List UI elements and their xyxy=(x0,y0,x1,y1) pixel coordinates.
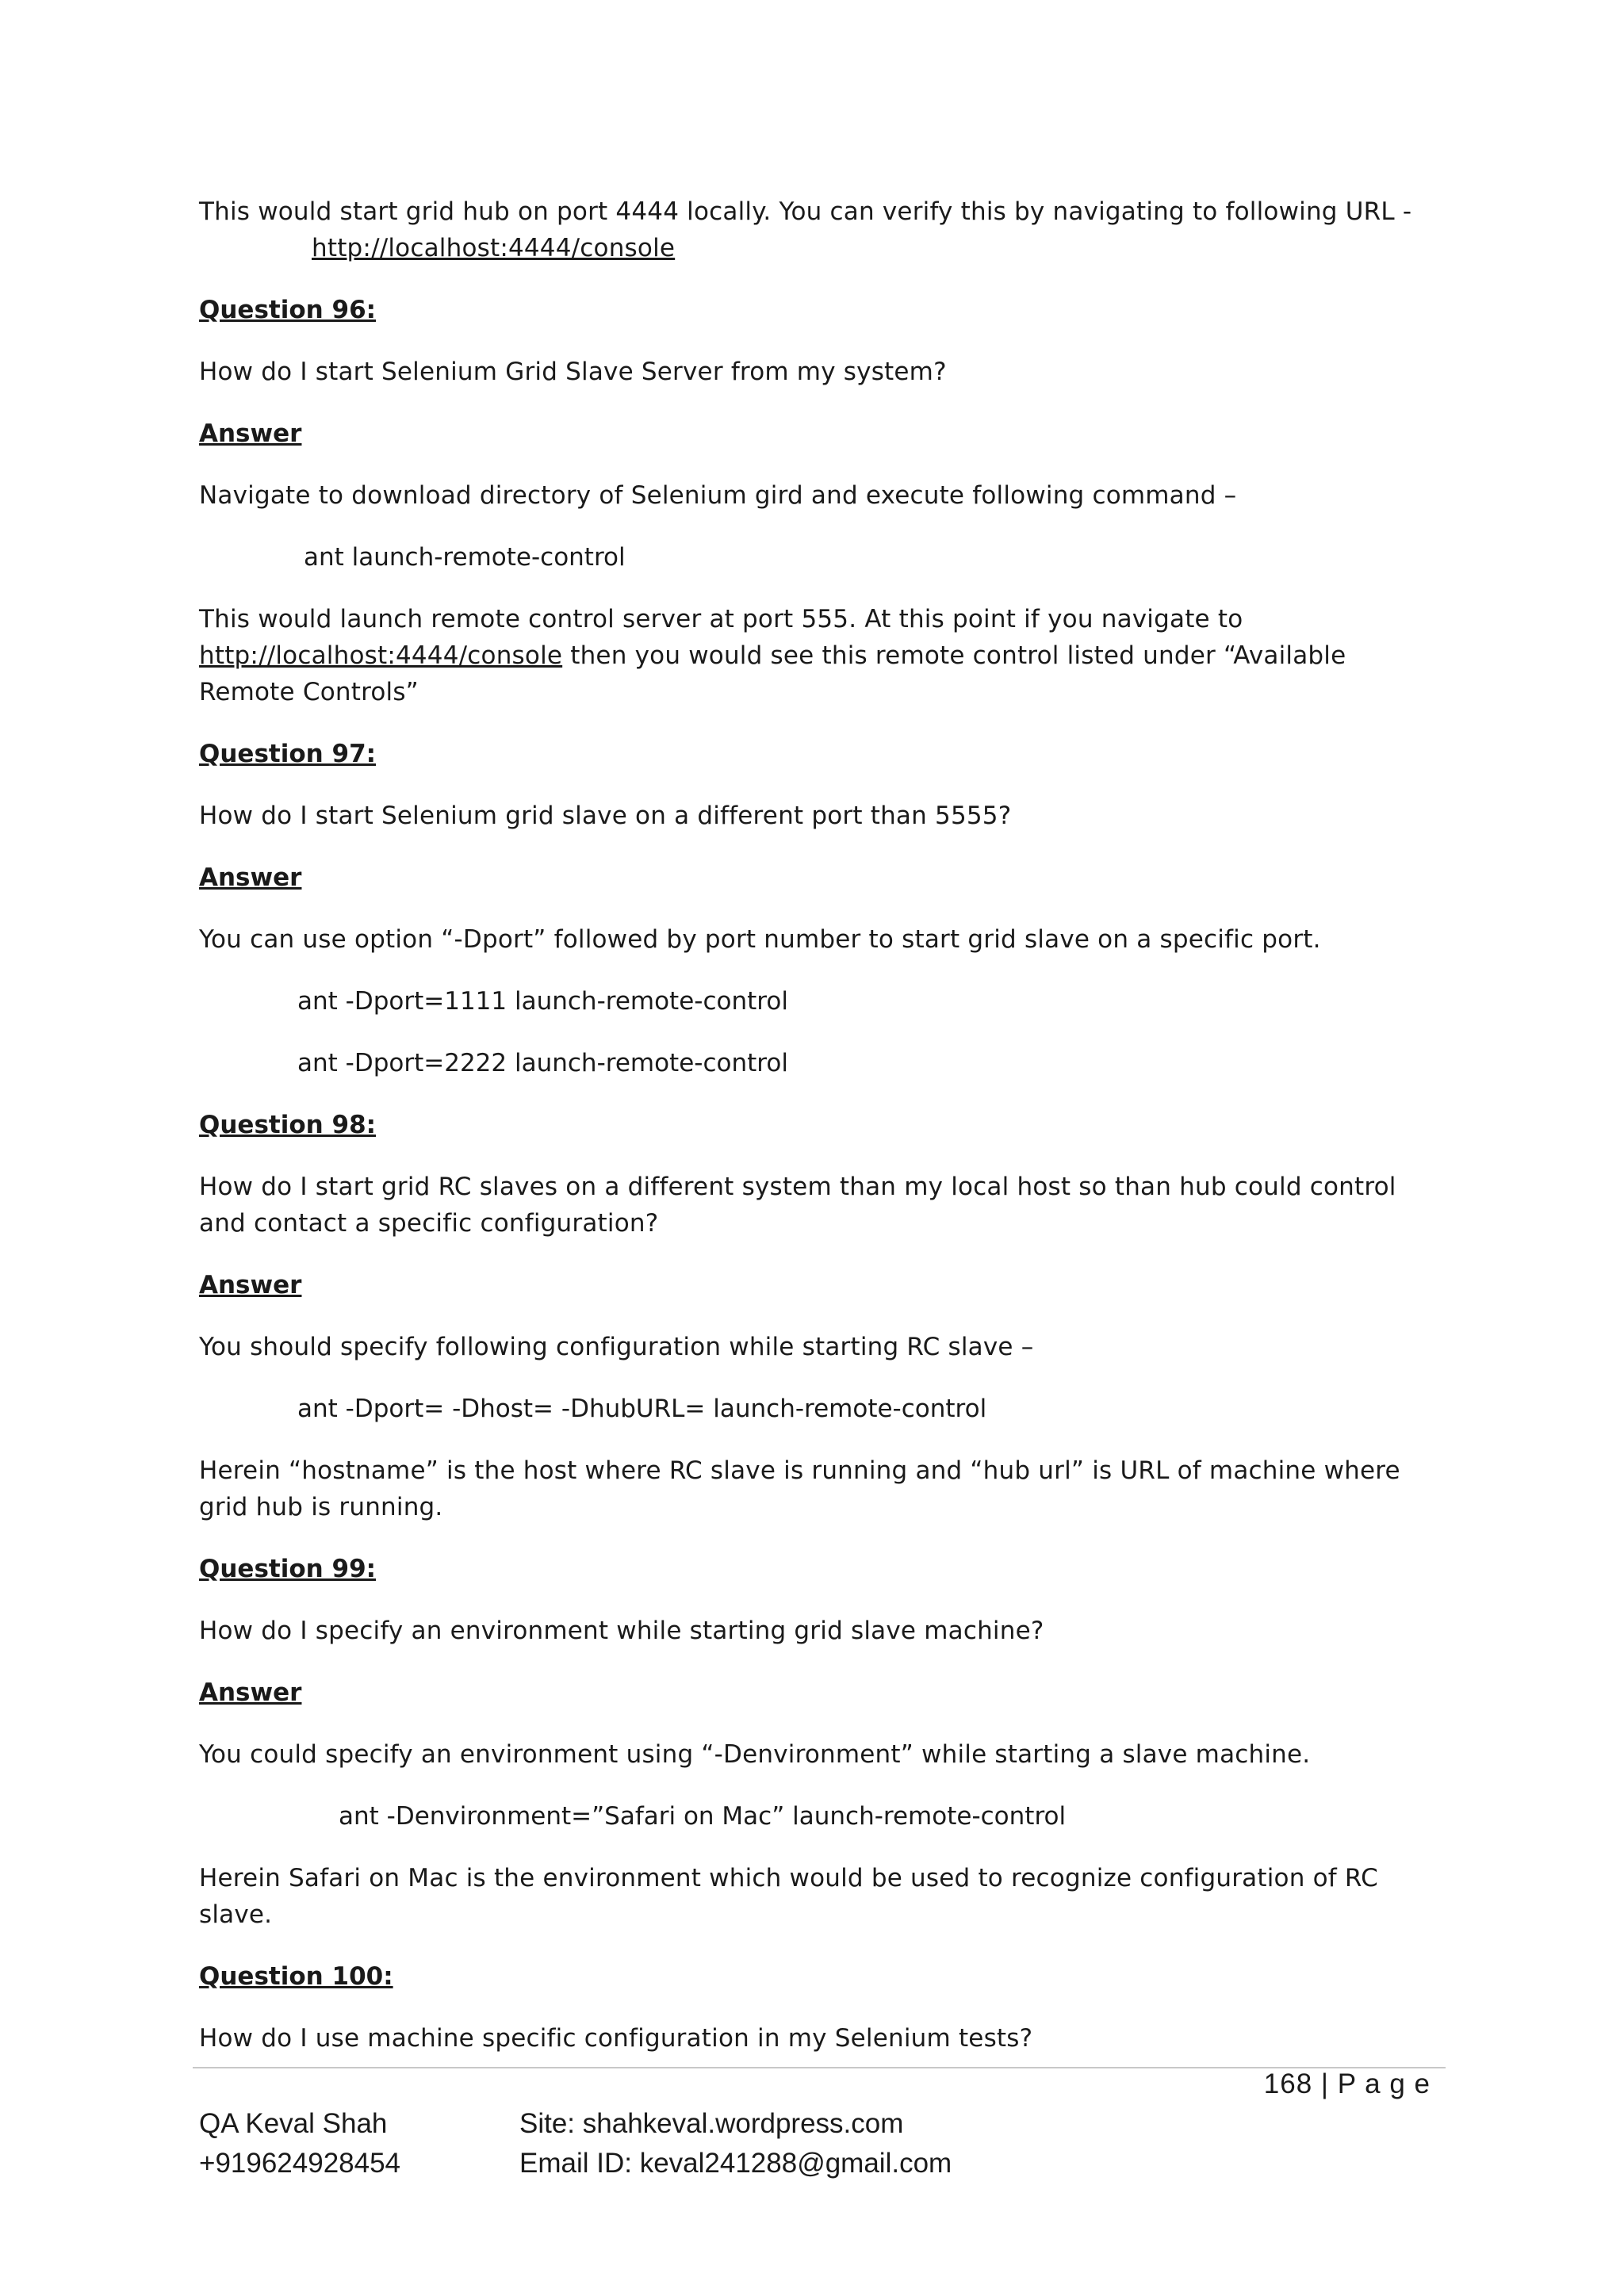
question-97-answer-label: Answer xyxy=(199,863,302,892)
question-97-command-2: ant -Dport=2222 launch-remote-control xyxy=(297,1049,788,1077)
question-96-console-link[interactable]: http://localhost:4444/console xyxy=(199,641,563,670)
question-99-text: How do I specify an environment while starting grid slave machine? xyxy=(199,1617,1044,1645)
question-98-answer-label: Answer xyxy=(199,1271,302,1299)
question-96-explain-part1: This would launch remote control server at port 555. At this point if you navigate to xyxy=(199,605,1243,633)
question-96-answer-label: Answer xyxy=(199,419,302,448)
footer-email: Email ID: keval241288@gmail.com xyxy=(519,2148,952,2179)
question-99-explanation: Herein Safari on Mac is the environment which would be used to recognize configuration of RC slave. xyxy=(199,1864,1378,1929)
question-100-text: How do I use machine specific configuration in my Selenium tests? xyxy=(199,2024,1033,2053)
footer-site: Site: shahkeval.wordpress.com xyxy=(519,2108,904,2139)
question-96-command: ant launch-remote-control xyxy=(304,543,626,572)
console-url-link[interactable]: http://localhost:4444/console xyxy=(312,234,676,262)
footer-divider xyxy=(193,2067,1446,2068)
page-number: 168 | P a g e xyxy=(1263,2068,1431,2099)
question-99-heading: Question 99: xyxy=(199,1555,377,1583)
intro-text: This would start grid hub on port 4444 locally. You can verify this by navigating to following URL - xyxy=(199,197,1412,226)
question-97-answer-intro: You can use option “-Dport” followed by port number to start grid slave on a specific port. xyxy=(199,925,1321,954)
question-98-answer-intro: You should specify following configuration while starting RC slave – xyxy=(199,1333,1034,1361)
question-96-explain-part2: then you would see this remote control listed under “Available Remote Controls” xyxy=(199,641,1346,706)
page-body xyxy=(199,193,1436,2082)
question-98-text: How do I start grid RC slaves on a different system than my local host so than hub could control and contact a specific configuration? xyxy=(199,1173,1396,1238)
question-99-answer-intro: You could specify an environment using “-Denvironment” while starting a slave machine. xyxy=(199,1740,1311,1769)
page-footer xyxy=(199,2104,952,2183)
footer-phone: +919624928454 xyxy=(199,2148,401,2179)
question-98-heading: Question 98: xyxy=(199,1111,377,1139)
question-99-command: ant -Denvironment=”Safari on Mac” launch-remote-control xyxy=(339,1802,1067,1831)
question-97-text: How do I start Selenium grid slave on a different port than 5555? xyxy=(199,802,1012,830)
footer-author: QA Keval Shah xyxy=(199,2108,388,2139)
question-98-explanation: Herein “hostname” is the host where RC slave is running and “hub url” is URL of machine where grid hub is running. xyxy=(199,1456,1400,1521)
question-96-text: How do I start Selenium Grid Slave Server from my system? xyxy=(199,358,947,386)
question-99-answer-label: Answer xyxy=(199,1678,302,1707)
intro-paragraph xyxy=(199,193,1436,266)
question-97-command-1: ant -Dport=1111 launch-remote-control xyxy=(297,987,788,1016)
question-96-heading: Question 96: xyxy=(199,296,377,324)
question-96-explanation xyxy=(199,601,1436,710)
question-98-command: ant -Dport= -Dhost= -DhubURL= launch-remote-control xyxy=(297,1395,987,1423)
question-97-heading: Question 97: xyxy=(199,740,377,768)
question-100-heading: Question 100: xyxy=(199,1962,393,1991)
question-96-answer-intro: Navigate to download directory of Selenium gird and execute following command – xyxy=(199,481,1237,510)
